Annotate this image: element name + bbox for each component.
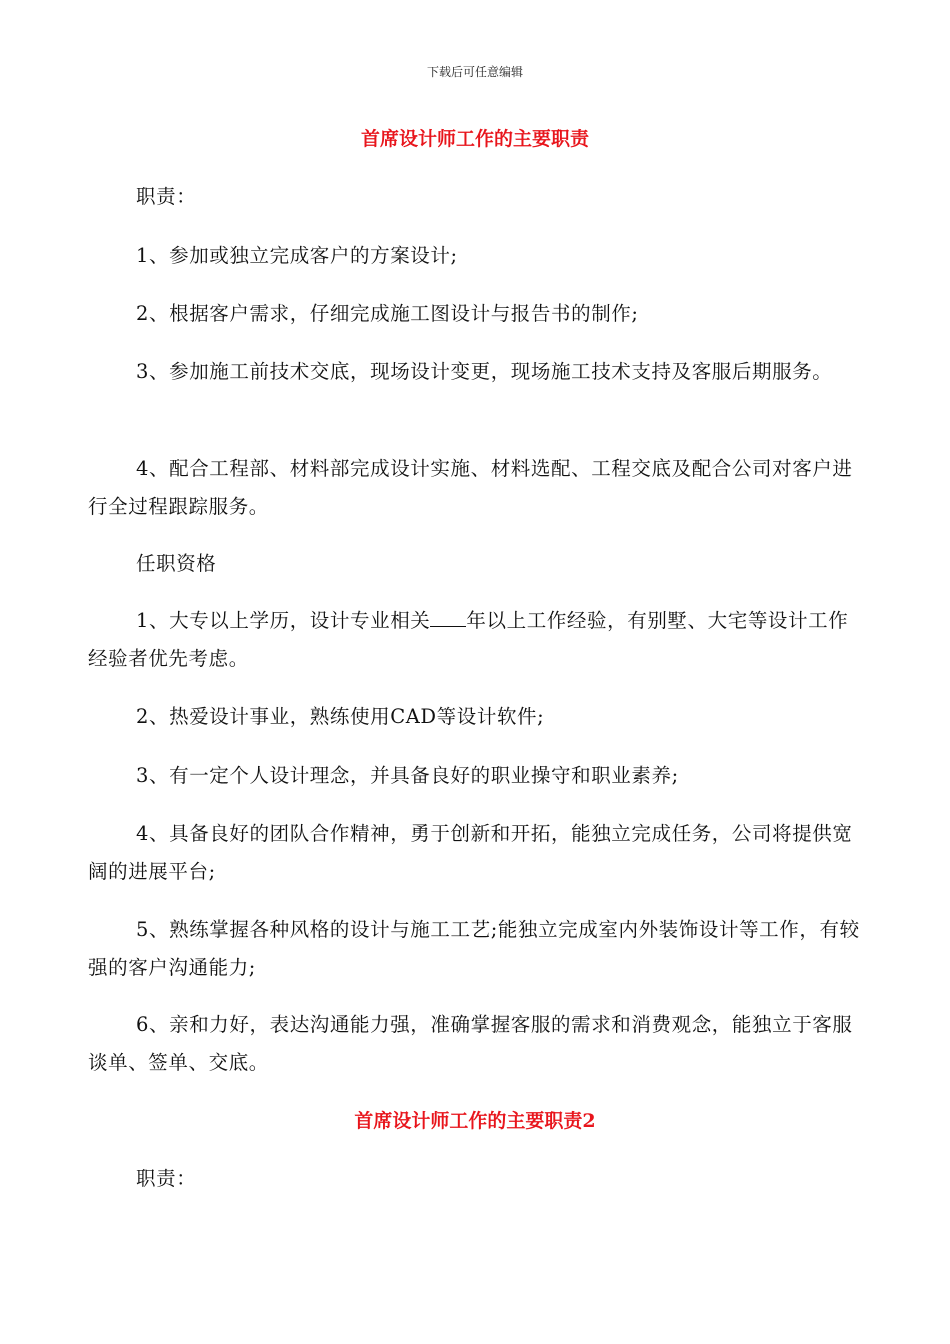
qualification-item-2: 2、热爱设计事业，熟练使用CAD等设计软件; [136, 705, 545, 728]
qualification-item-1-after: 年以上工作经验，有别墅、大宅等设计工作经验者优先考虑。 [88, 609, 849, 670]
duty-item-2: 2、根据客户需求，仔细完成施工图设计与报告书的制作; [136, 302, 639, 325]
duty-item-3: 3、参加施工前技术交底，现场设计变更，现场施工技术支持及客服后期服务。 [136, 360, 833, 383]
qualifications-heading: 任职资格 [136, 552, 217, 575]
page-header-note: 下载后可任意编辑 [426, 65, 523, 79]
qualification-item-5: 5、熟练掌握各种风格的设计与施工工艺;能独立完成室内外装饰设计等工作，有较强的客户沟通能力; [88, 918, 860, 979]
qualification-item-3: 3、有一定个人设计理念，并具备良好的职业操守和职业素养; [136, 764, 679, 787]
qualification-item-1-before: 1、大专以上学历，设计专业相关 [136, 609, 431, 632]
section-2-duties-heading: 职责： [136, 1167, 197, 1190]
qualification-item-4: 4、具备良好的团队合作精神，勇于创新和开拓，能独立完成任务，公司将提供宽阔的进展平台; [88, 822, 853, 883]
qualification-item-6: 6、亲和力好，表达沟通能力强，准确掌握客服的需求和消费观念，能独立于客服谈单、签单、交底。 [88, 1013, 853, 1074]
duty-item-1: 1、参加或独立完成客户的方案设计; [136, 244, 458, 267]
duty-item-4: 4、配合工程部、材料部完成设计实施、材料选配、工程交底及配合公司对客户进行全过程跟踪服务。 [88, 457, 853, 518]
qualification-item-1 [88, 602, 863, 678]
duties-heading: 职责： [136, 185, 197, 208]
document-title: 首席设计师工作的主要职责 [360, 128, 589, 150]
section-2-title: 首席设计师工作的主要职责2 [354, 1110, 596, 1132]
fill-in-blank [430, 608, 466, 627]
